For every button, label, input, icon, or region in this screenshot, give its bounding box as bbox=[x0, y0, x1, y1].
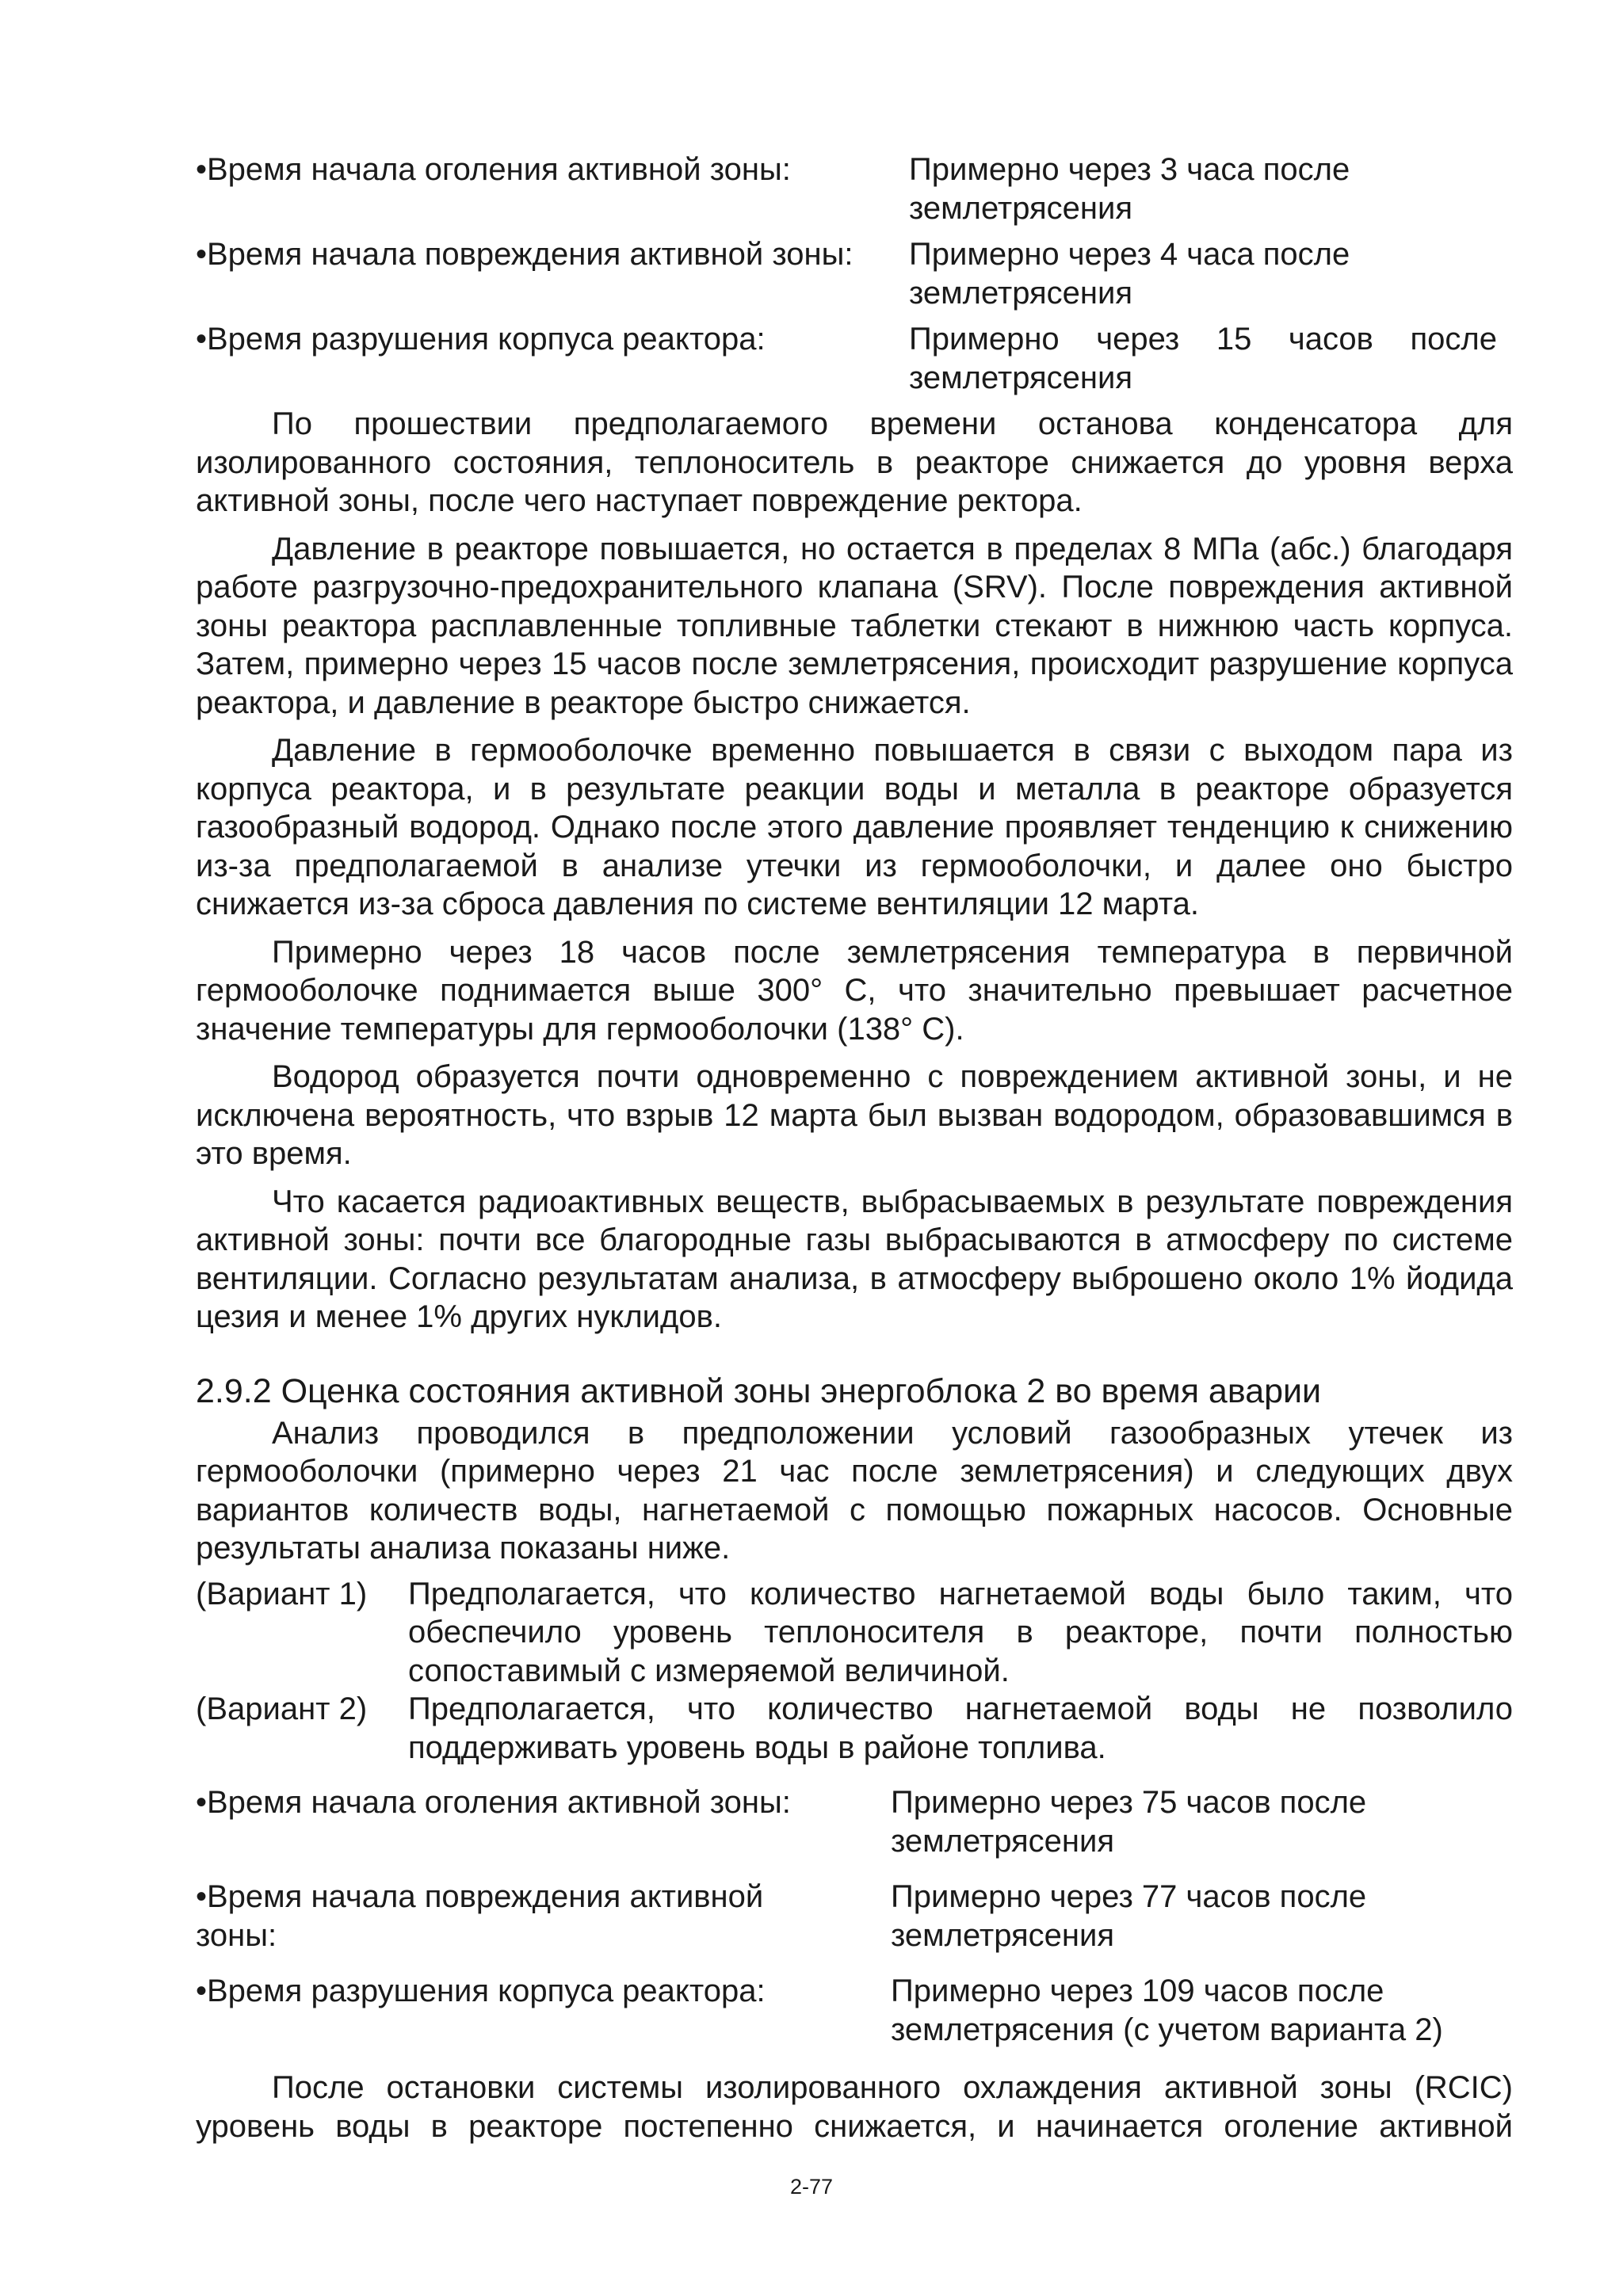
timeline-label bbox=[196, 1878, 891, 1955]
timeline-value-line1: Примерно через 77 часов после bbox=[891, 1879, 1367, 1914]
timeline-label: •Время разрушения корпуса реактора: bbox=[196, 322, 766, 357]
paragraph: Водород образуется почти одновременно с повреждением активной зоны, и не исключена вероятность, что взрыв 12 марта был вызван водородом, образовавшимся в это время. bbox=[196, 1059, 1513, 1171]
timeline-row-core-damage-unit2 bbox=[196, 1878, 1513, 1955]
variant-text: Предполагается, что количество нагнетаемой воды не позволило поддерживать уровень воды в районе топлива. bbox=[408, 1691, 1513, 1765]
timeline-value bbox=[891, 1878, 1513, 1955]
page-number: 2-77 bbox=[789, 2175, 834, 2199]
timeline-value-line2: землетрясения bbox=[909, 360, 1133, 395]
timeline-value-line1: Примерно через 4 часа после bbox=[909, 237, 1350, 272]
timeline-value bbox=[891, 1783, 1513, 1861]
timeline-value bbox=[909, 320, 1497, 398]
timeline-value-line1: Примерно через 3 часа после bbox=[909, 152, 1350, 187]
timeline-value-line2: землетрясения bbox=[891, 1824, 1115, 1859]
timeline-row-core-damage bbox=[196, 235, 1513, 313]
final-paragraph: После остановки системы изолированного охлаждения активной зоны (RCIC) уровень воды в реакторе постепенно снижается, и начинается оголение активной bbox=[196, 2070, 1513, 2144]
timeline-label-line1: •Время разрушения корпуса реактора: bbox=[196, 1974, 766, 2008]
timeline-value-line1: Примерно через 75 часов после bbox=[891, 1785, 1367, 1820]
variant-text: Предполагается, что количество нагнетаемой воды было таким, что обеспечило уровень теплоносителя в реакторе, почти полностью сопоставимый с измеряемой величиной. bbox=[408, 1576, 1513, 1688]
variant-item bbox=[196, 1575, 1513, 1691]
section-heading: 2.9.2 Оценка состояния активной зоны энергоблока 2 во время аварии bbox=[196, 1371, 1322, 1410]
timeline-label bbox=[196, 1783, 891, 1861]
paragraph: По прошествии предполагаемого времени останова конденсатора для изолированного состояния, теплоноситель в реакторе снижается до уровня верха активной зоны, после чего наступает повреждение ректора. bbox=[196, 406, 1513, 518]
timeline-label: •Время начала оголения активной зоны: bbox=[196, 152, 791, 187]
timeline-value-line2: землетрясения (с учетом варианта 2) bbox=[891, 2012, 1443, 2047]
timeline-label: •Время начала повреждения активной зоны: bbox=[196, 237, 854, 272]
timeline-label-line1: •Время начала повреждения активной bbox=[196, 1879, 764, 1914]
timeline-label bbox=[196, 1972, 891, 2050]
paragraph: Примерно через 18 часов после землетрясения температура в первичной гермооболочке поднимается выше 300° C, что значительно превышает расчетное значение температуры для гермооболочки (138° C). bbox=[196, 934, 1513, 1047]
timeline-value bbox=[909, 151, 1497, 228]
paragraph: Что касается радиоактивных веществ, выбрасываемых в результате повреждения активной зоны: почти все благородные газы выбрасываются в атмосферу по системе вентиляции. Согласно результатам анализа, в атмосферу выброшено около 1% йодида цезия и менее 1% других нуклидов. bbox=[196, 1184, 1513, 1334]
timeline-value-line2: землетрясения bbox=[909, 191, 1133, 226]
variant-label: (Вариант 1) bbox=[196, 1576, 368, 1611]
timeline-label-line1: •Время начала оголения активной зоны: bbox=[196, 1785, 791, 1820]
timeline-row-core-uncovering bbox=[196, 151, 1513, 228]
timeline-value bbox=[909, 235, 1497, 313]
paragraph: Давление в реакторе повышается, но остается в пределах 8 МПа (абс.) благодаря работе разгрузочно-предохранительного клапана (SRV). После повреждения активной зоны реактора расплавленные топливные таблетки стекают в нижнюю часть корпуса. Затем, примерно через 15 часов после землетрясения, происходит разрушение корпуса реактора, и давление в реакторе быстро снижается. bbox=[196, 531, 1513, 720]
variant-item bbox=[196, 1690, 1513, 1767]
timeline-value-line1: Примерно через 109 часов после bbox=[891, 1974, 1384, 2008]
timeline-value-line2: землетрясения bbox=[891, 1918, 1115, 1953]
timeline-row-vessel-failure bbox=[196, 320, 1513, 398]
page-content bbox=[196, 151, 1513, 2145]
timeline-label-line2: зоны: bbox=[196, 1918, 277, 1953]
timeline-value bbox=[891, 1972, 1513, 2050]
timeline-row-vessel-failure-unit2 bbox=[196, 1972, 1513, 2050]
paragraph: Давление в гермооболочке временно повышается в связи с выходом пара из корпуса реактора, и в результате реакции воды и металла в реакторе образуется газообразный водород. Однако после этого давление проявляет тенденцию к снижению из-за предполагаемой в анализе утечки из гермооболочки, и далее оно быстро снижается из-за сброса давления по системе вентиляции 12 марта. bbox=[196, 733, 1513, 921]
timeline-row-core-uncovering-unit2 bbox=[196, 1783, 1513, 1861]
variant-label: (Вариант 2) bbox=[196, 1691, 368, 1726]
section-intro-paragraph: Анализ проводился в предположении условий газообразных утечек из гермооболочки (примерно через 21 час после землетрясения) и следующих двух вариантов количеств воды, нагнетаемой с помощью пожарных насосов. Основные результаты анализа показаны ниже. bbox=[196, 1415, 1513, 1566]
timeline-value-line1: Примерно через 15 часов после bbox=[909, 322, 1497, 357]
timeline-value-line2: землетрясения bbox=[909, 276, 1133, 311]
